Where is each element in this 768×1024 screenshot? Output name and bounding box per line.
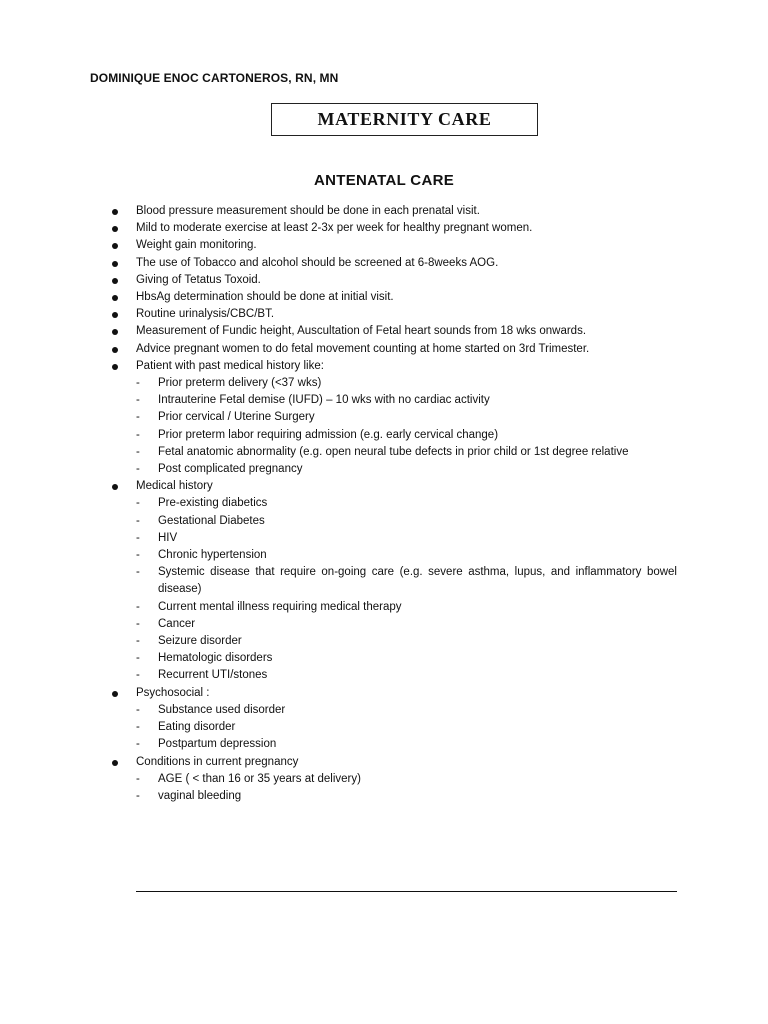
dash-marker: -	[136, 445, 140, 458]
sub-list-item	[136, 771, 677, 788]
sub-list-item-text: Current mental illness requiring medical therapy	[158, 600, 402, 613]
bullet-icon	[112, 478, 118, 484]
dash-marker: -	[136, 463, 140, 476]
sub-list-item-text: Seizure disorder	[158, 635, 242, 648]
sub-list-item-text: Gestational Diabetes	[158, 514, 265, 527]
bullet-icon	[112, 754, 118, 760]
sub-list-item-text: Prior preterm delivery (<37 wks)	[158, 377, 322, 390]
sub-list-item-text: Systemic disease that require on-going care (e.g. severe asthma, lupus, and inflammatory bowel disease)	[158, 566, 677, 596]
dash-marker: -	[136, 566, 140, 579]
sub-list-item	[136, 650, 677, 667]
sub-list	[136, 495, 677, 684]
sub-list-item	[136, 736, 677, 753]
bullet-icon	[112, 289, 118, 295]
dash-marker: -	[136, 635, 140, 648]
list-item-text: Measurement of Fundic height, Auscultation of Fetal heart sounds from 18 wks onwards.	[136, 325, 587, 338]
sub-list-item-text: Substance used disorder	[158, 703, 286, 716]
sub-list-item-text: Prior preterm labor requiring admission (e.g. early cervical change)	[158, 428, 499, 441]
dash-marker: -	[136, 549, 140, 562]
bullet-icon	[112, 220, 118, 226]
antenatal-care-list	[112, 203, 677, 805]
list-item	[112, 358, 677, 478]
bullet-icon	[112, 255, 118, 261]
sub-list-item	[136, 719, 677, 736]
list-item-text: Psychosocial :	[136, 686, 210, 699]
sub-list-item	[136, 547, 677, 564]
bullet-icon	[112, 237, 118, 243]
list-item-text: Advice pregnant women to do fetal movement counting at home started on 3rd Trimester.	[136, 342, 590, 355]
document-title: MATERNITY CARE	[317, 109, 492, 129]
list-item-text: Giving of Tetatus Toxoid.	[136, 273, 261, 286]
list-item-text: Mild to moderate exercise at least 2-3x per week for healthy pregnant women.	[136, 222, 533, 235]
sub-list-item-text: Fetal anatomic abnormality (e.g. open neural tube defects in prior child or 1st degree relative	[158, 445, 629, 458]
dash-marker: -	[136, 703, 140, 716]
dash-marker: -	[136, 669, 140, 682]
sub-list-item	[136, 375, 677, 392]
sub-list	[136, 702, 677, 754]
list-item	[112, 323, 677, 340]
sub-list-item-text: Cancer	[158, 617, 196, 630]
sub-list-item	[136, 788, 677, 805]
bullet-icon	[112, 203, 118, 209]
dash-marker: -	[136, 617, 140, 630]
sub-list-item	[136, 409, 677, 426]
sub-list-item	[136, 513, 677, 530]
list-item-text: Medical history	[136, 480, 213, 493]
sub-list-item-text: Chronic hypertension	[158, 549, 267, 562]
section-heading: ANTENATAL CARE	[313, 172, 455, 189]
dash-marker: -	[136, 377, 140, 390]
list-item	[112, 478, 677, 684]
sub-list-item	[136, 530, 677, 547]
sub-list-item-text: AGE ( < than 16 or 35 years at delivery)	[158, 772, 361, 785]
list-item	[112, 203, 677, 220]
footer-rule	[136, 891, 677, 892]
dash-marker: -	[136, 772, 140, 785]
dash-marker: -	[136, 531, 140, 544]
dash-marker: -	[136, 721, 140, 734]
bullet-icon	[112, 341, 118, 347]
list-item	[112, 289, 677, 306]
list-item	[112, 685, 677, 754]
list-item-text: Routine urinalysis/CBC/BT.	[136, 308, 275, 321]
list-item-text: The use of Tobacco and alcohol should be screened at 6-8weeks AOG.	[136, 256, 499, 269]
sub-list-item-text: Post complicated pregnancy	[158, 463, 303, 476]
sub-list-item-text: Hematologic disorders	[158, 652, 273, 665]
list-item-text: Conditions in current pregnancy	[136, 755, 299, 768]
list-item	[112, 255, 677, 272]
sub-list-item	[136, 427, 677, 444]
bullet-icon	[112, 323, 118, 329]
sub-list-item-text: Intrauterine Fetal demise (IUFD) – 10 wks with no cardiac activity	[158, 394, 490, 407]
sub-list-item	[136, 461, 677, 478]
sub-list-item-text: Postpartum depression	[158, 738, 277, 751]
list-item-text: HbsAg determination should be done at initial visit.	[136, 291, 394, 304]
sub-list-item-text: Prior cervical / Uterine Surgery	[158, 411, 315, 424]
sub-list-item	[136, 564, 677, 598]
bullet-icon	[112, 272, 118, 278]
author-name: DOMINIQUE ENOC CARTONEROS, RN, MN	[90, 71, 339, 85]
sub-list-item	[136, 495, 677, 512]
sub-list-item-text: vaginal bleeding	[158, 789, 242, 802]
sub-list-item	[136, 616, 677, 633]
list-item-text: Patient with past medical history like:	[136, 359, 324, 372]
dash-marker: -	[136, 497, 140, 510]
dash-marker: -	[136, 394, 140, 407]
sub-list-item-text: Recurrent UTI/stones	[158, 669, 268, 682]
list-item-text: Weight gain monitoring.	[136, 239, 257, 252]
sub-list-item-text: Eating disorder	[158, 721, 236, 734]
sub-list-item-text: Pre-existing diabetics	[158, 497, 268, 510]
sub-list-item	[136, 667, 677, 684]
dash-marker: -	[136, 789, 140, 802]
dash-marker: -	[136, 514, 140, 527]
list-item	[112, 237, 677, 254]
list-item	[112, 306, 677, 323]
sub-list	[136, 771, 677, 805]
bullet-icon	[112, 358, 118, 364]
sub-list-item	[136, 599, 677, 616]
sub-list-item-text: HIV	[158, 531, 178, 544]
sub-list	[136, 375, 677, 478]
dash-marker: -	[136, 428, 140, 441]
list-item	[112, 754, 677, 806]
sub-list-item	[136, 633, 677, 650]
document-title-box	[271, 103, 538, 136]
dash-marker: -	[136, 600, 140, 613]
sub-list-item	[136, 444, 677, 461]
bullet-icon	[112, 685, 118, 691]
list-item	[112, 220, 677, 237]
sub-list-item	[136, 702, 677, 719]
sub-list-item	[136, 392, 677, 409]
list-item-text: Blood pressure measurement should be done in each prenatal visit.	[136, 205, 480, 217]
dash-marker: -	[136, 738, 140, 751]
dash-marker: -	[136, 652, 140, 665]
list-item	[112, 272, 677, 289]
dash-marker: -	[136, 411, 140, 424]
bullet-icon	[112, 306, 118, 312]
list-item	[112, 341, 677, 358]
